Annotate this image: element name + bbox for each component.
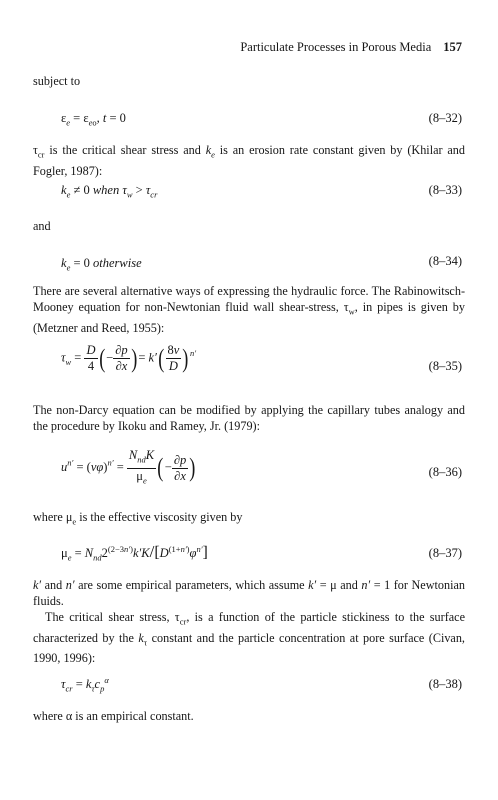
equation-8-37: $\mu_e = N_{nd}2^{(2-3n')}k'K/[D^{(1+n')}\varphi^{n'}]$ bbox=[61, 542, 208, 563]
paragraph-stickiness: The critical shear stress, $\tau_{cr}$, is a function of the particle stickiness to the surface characterized by the $k_\tau$ constant and the particle concentration at pore surface (Civan, 1990, 1996): bbox=[33, 610, 465, 666]
equation-8-32: $\varepsilon_e = \varepsilon_{eo}$, t = 0 bbox=[61, 111, 126, 128]
paragraph-hydraulic-force: There are several alternative ways of expressing the hydraulic force. The Rabinowitsch-Mooney equation for non-Newtonian fluid wall shear-stress, $\tau_w$, in pipes is given by (Metzner and Reed, 1955): bbox=[33, 284, 465, 335]
running-header bbox=[240, 40, 462, 55]
paragraph-critical-shear: $\tau_{cr}$ is the critical shear stress and $k_e$ is an erosion rate constant given by (Khilar and Fogler, 1987): bbox=[33, 143, 465, 178]
eq-label-8-34: (8–34) bbox=[428, 254, 462, 268]
eq-label-8-35: (8–35) bbox=[428, 359, 462, 373]
intro-text: subject to bbox=[33, 74, 81, 88]
eq-label-8-33: (8–33) bbox=[428, 183, 462, 197]
header-title: Particulate Processes in Porous Media bbox=[240, 40, 432, 54]
equation-8-38: $\tau_{cr} = k_\tau c_p^\alpha$ bbox=[61, 675, 109, 694]
equation-8-35: $\tau_w$ = $\frac{D}{4}$ (− $\frac{\partial p}{\partial x}$ )= k′( $\frac{8v}{D}$ )$^{n'}$ bbox=[61, 343, 197, 373]
paragraph-effective-viscosity: where $\mu_e$ is the effective viscosity given by bbox=[33, 510, 243, 527]
equation-8-33: $k_e \ne 0$ when $\tau_w > \tau_{cr}$ bbox=[61, 183, 158, 200]
paragraph-empirical: k′ and n′ are some empirical parameters, which assume k′ = μ and n′ = 1 for Newtonian fluids. bbox=[33, 578, 465, 609]
paragraph-non-darcy: The non-Darcy equation can be modified by applying the capillary tubes analogy and the procedure by Ikoku and Ramey, Jr. (1979): bbox=[33, 403, 465, 434]
eq-label-8-38: (8–38) bbox=[428, 677, 462, 691]
paragraph-alpha: where α is an empirical constant. bbox=[33, 709, 194, 723]
eq-label-8-37: (8–37) bbox=[428, 546, 462, 560]
eq-label-8-32: (8–32) bbox=[428, 111, 462, 125]
and-text: and bbox=[33, 219, 51, 233]
equation-8-34: $k_e = 0$ otherwise bbox=[61, 256, 142, 273]
eq-label-8-36: (8–36) bbox=[428, 465, 462, 479]
page-number: 157 bbox=[443, 40, 462, 54]
equation-8-36: $u^{n'} = (v\varphi)^{n'}$ = $\frac{N_{nd}K}{\mu_e}$ (− $\frac{\partial p}{\partial x}$ ) bbox=[61, 448, 196, 485]
